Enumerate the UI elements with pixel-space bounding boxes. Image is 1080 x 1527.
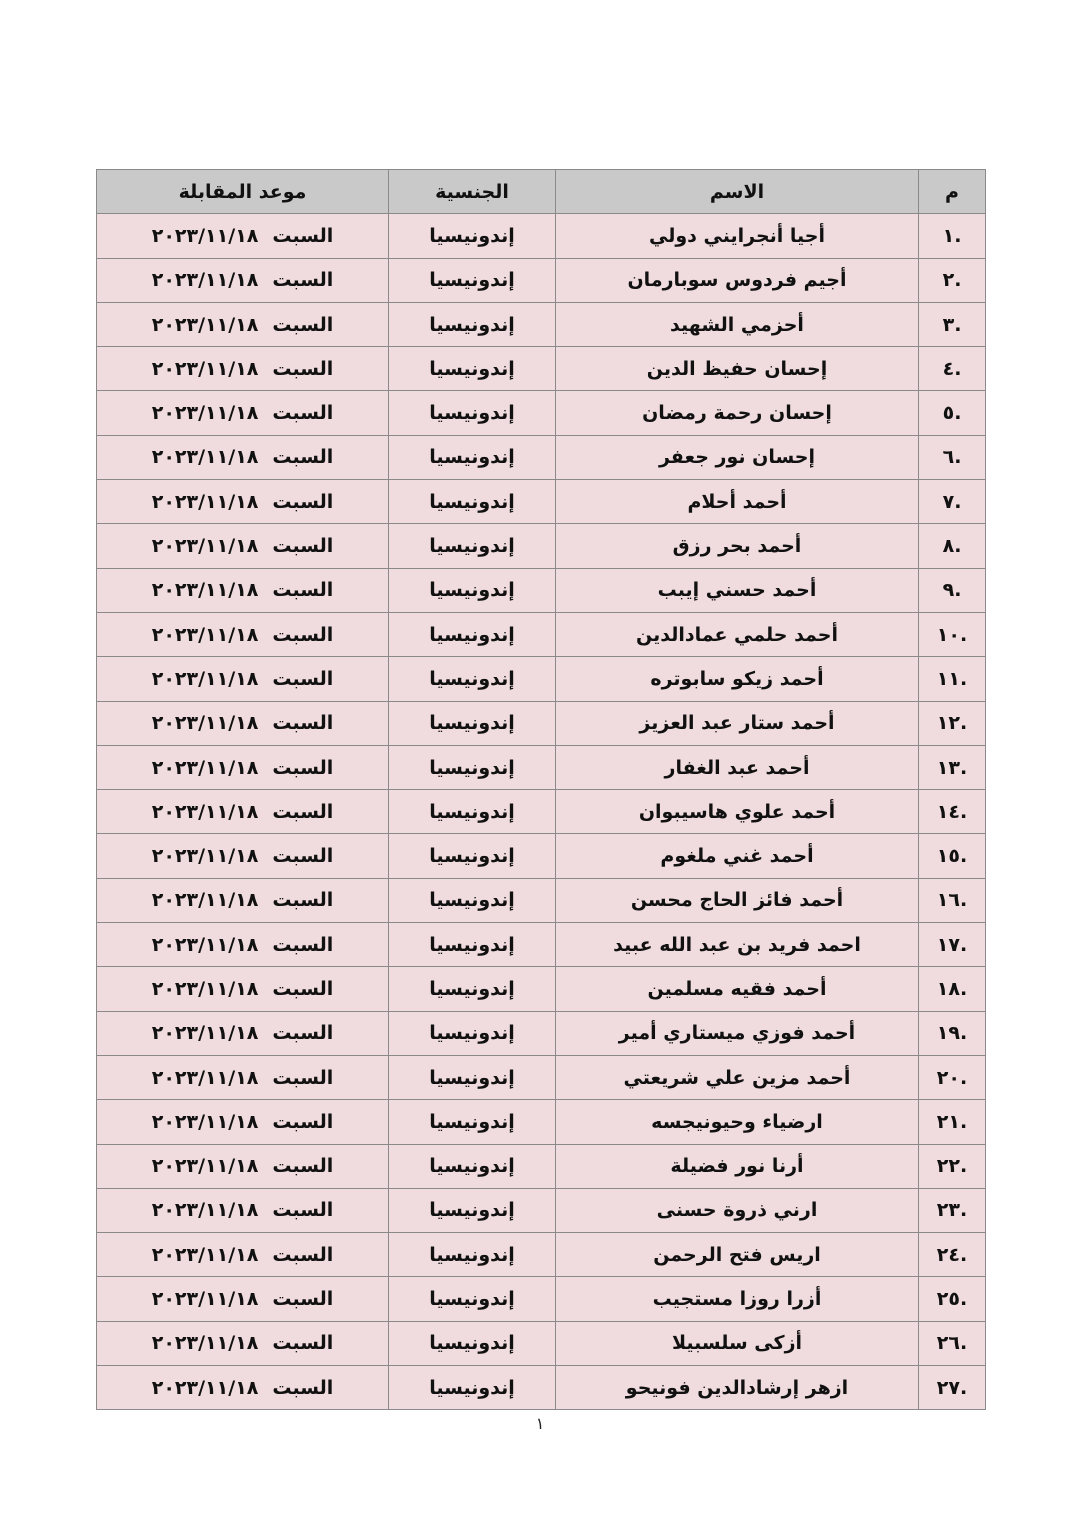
row-number: .٢١ — [919, 1100, 986, 1144]
applicant-name: أزرا روزا مستجيب — [556, 1277, 919, 1321]
interview-date: ٢٠٢٣/١١/١٨ — [151, 667, 259, 690]
table-row — [97, 1366, 986, 1410]
interview-date: ٢٠٢٣/١١/١٨ — [151, 1066, 259, 1089]
row-number: .٦ — [919, 435, 986, 479]
nationality: إندونيسيا — [389, 1011, 556, 1055]
interview-date-cell — [97, 347, 389, 391]
applicant-name: اريس فتح الرحمن — [556, 1233, 919, 1277]
nationality: إندونيسيا — [389, 1100, 556, 1144]
row-number: .٢٤ — [919, 1233, 986, 1277]
row-number: .١٦ — [919, 878, 986, 922]
interview-date: ٢٠٢٣/١١/١٨ — [151, 800, 259, 823]
row-number: .١٨ — [919, 967, 986, 1011]
interview-date: ٢٠٢٣/١١/١٨ — [151, 712, 259, 735]
nationality: إندونيسيا — [389, 347, 556, 391]
applicant-name: أحمد أحلام — [556, 480, 919, 524]
interview-day: السبت — [272, 446, 334, 469]
interview-date-cell — [97, 214, 389, 258]
interview-date: ٢٠٢٣/١١/١٨ — [151, 1022, 259, 1045]
interview-date: ٢٠٢٣/١١/١٨ — [151, 224, 259, 247]
applicant-name: إحسان رحمة رمضان — [556, 391, 919, 435]
table-row — [97, 568, 986, 612]
applicant-name: أحمد فائز الحاج محسن — [556, 878, 919, 922]
interview-date-cell — [97, 480, 389, 524]
interview-day: السبت — [272, 1110, 334, 1133]
interview-date-cell — [97, 657, 389, 701]
interview-date: ٢٠٢٣/١١/١٨ — [151, 535, 259, 558]
row-number: .١ — [919, 214, 986, 258]
interview-date: ٢٠٢٣/١١/١٨ — [151, 756, 259, 779]
table-row — [97, 1144, 986, 1188]
row-number: .١٧ — [919, 923, 986, 967]
interview-day: السبت — [272, 1332, 334, 1355]
header-number: م — [919, 170, 986, 214]
interview-date-cell — [97, 745, 389, 789]
table-row — [97, 701, 986, 745]
row-number: .١١ — [919, 657, 986, 701]
applicant-name: أحزمي الشهيد — [556, 302, 919, 346]
nationality: إندونيسيا — [389, 480, 556, 524]
nationality: إندونيسيا — [389, 657, 556, 701]
interview-date-cell — [97, 568, 389, 612]
interview-day: السبت — [272, 623, 334, 646]
nationality: إندونيسيا — [389, 214, 556, 258]
interview-date-cell — [97, 612, 389, 656]
nationality: إندونيسيا — [389, 435, 556, 479]
applicant-name: أحمد غني ملغوم — [556, 834, 919, 878]
table-row — [97, 1233, 986, 1277]
interview-date-cell — [97, 1366, 389, 1410]
nationality: إندونيسيا — [389, 302, 556, 346]
row-number: .٩ — [919, 568, 986, 612]
nationality: إندونيسيا — [389, 1233, 556, 1277]
interview-date-cell — [97, 923, 389, 967]
row-number: .١٥ — [919, 834, 986, 878]
row-number: .٢٣ — [919, 1188, 986, 1232]
table-row — [97, 878, 986, 922]
interview-day: السبت — [272, 224, 334, 247]
interview-date: ٢٠٢٣/١١/١٨ — [151, 313, 259, 336]
interview-date-cell — [97, 1144, 389, 1188]
table-row — [97, 1277, 986, 1321]
nationality: إندونيسيا — [389, 612, 556, 656]
table-row — [97, 1321, 986, 1365]
interview-date: ٢٠٢٣/١١/١٨ — [151, 446, 259, 469]
interview-day: السبت — [272, 667, 334, 690]
row-number: .١٢ — [919, 701, 986, 745]
table-row — [97, 214, 986, 258]
applicant-name: أحمد بحر رزق — [556, 524, 919, 568]
table-row — [97, 480, 986, 524]
applicant-name: أحمد علوي هاسيبوان — [556, 790, 919, 834]
applicant-name: أحمد ستار عبد العزيز — [556, 701, 919, 745]
interview-day: السبت — [272, 756, 334, 779]
nationality: إندونيسيا — [389, 568, 556, 612]
applicant-name: أجيا أنجرايني دولي — [556, 214, 919, 258]
table-row — [97, 1188, 986, 1232]
applicant-name: إحسان نور جعفر — [556, 435, 919, 479]
applicant-name: أزكى سلسبيلا — [556, 1321, 919, 1365]
interview-date: ٢٠٢٣/١١/١٨ — [151, 933, 259, 956]
table-row — [97, 1055, 986, 1099]
table-body — [97, 214, 986, 1410]
applicant-name: احمد فريد بن عبد الله عبيد — [556, 923, 919, 967]
row-number: .١٤ — [919, 790, 986, 834]
row-number: .٧ — [919, 480, 986, 524]
interview-date-cell — [97, 1188, 389, 1232]
row-number: .٢٠ — [919, 1055, 986, 1099]
interview-day: السبت — [272, 535, 334, 558]
interview-date-cell — [97, 524, 389, 568]
nationality: إندونيسيا — [389, 391, 556, 435]
table-row — [97, 302, 986, 346]
table-row — [97, 923, 986, 967]
interview-day: السبت — [272, 490, 334, 513]
row-number: .١٣ — [919, 745, 986, 789]
table-row — [97, 790, 986, 834]
table-row — [97, 612, 986, 656]
interview-date: ٢٠٢٣/١١/١٨ — [151, 269, 259, 292]
header-interview-date: موعد المقابلة — [97, 170, 389, 214]
interview-day: السبت — [272, 402, 334, 425]
interview-date: ٢٠٢٣/١١/١٨ — [151, 1332, 259, 1355]
interview-date: ٢٠٢٣/١١/١٨ — [151, 1110, 259, 1133]
applicant-name: ارضياء وحيونيجسه — [556, 1100, 919, 1144]
table-row — [97, 1100, 986, 1144]
row-number: .٥ — [919, 391, 986, 435]
nationality: إندونيسيا — [389, 701, 556, 745]
interview-date-cell — [97, 302, 389, 346]
nationality: إندونيسيا — [389, 967, 556, 1011]
interview-day: السبت — [272, 977, 334, 1000]
nationality: إندونيسيا — [389, 790, 556, 834]
header-nationality: الجنسية — [389, 170, 556, 214]
interview-date-cell — [97, 435, 389, 479]
row-number: .٢٢ — [919, 1144, 986, 1188]
interview-date: ٢٠٢٣/١١/١٨ — [151, 623, 259, 646]
applicant-name: أحمد فوزي ميستاري أمير — [556, 1011, 919, 1055]
interview-day: السبت — [272, 579, 334, 602]
applicant-name: أرنا نور فضيلة — [556, 1144, 919, 1188]
interview-date-cell — [97, 258, 389, 302]
applicant-name: إحسان حفيظ الدين — [556, 347, 919, 391]
row-number: .٤ — [919, 347, 986, 391]
interview-schedule-table — [96, 169, 986, 1410]
interview-date: ٢٠٢٣/١١/١٨ — [151, 402, 259, 425]
table-row — [97, 391, 986, 435]
interview-date: ٢٠٢٣/١١/١٨ — [151, 1376, 259, 1399]
interview-date-cell — [97, 1277, 389, 1321]
interview-date-cell — [97, 1233, 389, 1277]
nationality: إندونيسيا — [389, 923, 556, 967]
applicant-name: ازهر إرشادالدين فونيحو — [556, 1366, 919, 1410]
nationality: إندونيسيا — [389, 1321, 556, 1365]
nationality: إندونيسيا — [389, 878, 556, 922]
interview-date-cell — [97, 967, 389, 1011]
applicant-name: أحمد مزين علي شريعتي — [556, 1055, 919, 1099]
interview-day: السبت — [272, 1066, 334, 1089]
table-row — [97, 435, 986, 479]
row-number: .٢٦ — [919, 1321, 986, 1365]
interview-date-cell — [97, 1321, 389, 1365]
table-row — [97, 834, 986, 878]
interview-date-cell — [97, 1055, 389, 1099]
nationality: إندونيسيا — [389, 834, 556, 878]
table-row — [97, 967, 986, 1011]
interview-day: السبت — [272, 1155, 334, 1178]
nationality: إندونيسيا — [389, 1366, 556, 1410]
applicant-name: أحمد حسني إيبب — [556, 568, 919, 612]
interview-date: ٢٠٢٣/١١/١٨ — [151, 1288, 259, 1311]
nationality: إندونيسيا — [389, 1055, 556, 1099]
interview-date: ٢٠٢٣/١١/١٨ — [151, 579, 259, 602]
interview-date-cell — [97, 701, 389, 745]
row-number: .٢٧ — [919, 1366, 986, 1410]
interview-date-cell — [97, 878, 389, 922]
interview-day: السبت — [272, 1288, 334, 1311]
interview-date-cell — [97, 1100, 389, 1144]
interview-day: السبت — [272, 800, 334, 823]
row-number: .١٩ — [919, 1011, 986, 1055]
table-header — [97, 170, 986, 214]
interview-day: السبت — [272, 1022, 334, 1045]
nationality: إندونيسيا — [389, 258, 556, 302]
interview-day: السبت — [272, 1199, 334, 1222]
interview-date: ٢٠٢٣/١١/١٨ — [151, 357, 259, 380]
interview-date: ٢٠٢٣/١١/١٨ — [151, 977, 259, 1000]
interview-day: السبت — [272, 889, 334, 912]
interview-date-cell — [97, 1011, 389, 1055]
interview-date: ٢٠٢٣/١١/١٨ — [151, 1243, 259, 1266]
header-row — [97, 170, 986, 214]
table-row — [97, 1011, 986, 1055]
applicant-name: أحمد عبد الغفار — [556, 745, 919, 789]
interview-date: ٢٠٢٣/١١/١٨ — [151, 490, 259, 513]
row-number: .١٠ — [919, 612, 986, 656]
table-row — [97, 657, 986, 701]
interview-date: ٢٠٢٣/١١/١٨ — [151, 1155, 259, 1178]
interview-date-cell — [97, 834, 389, 878]
interview-date: ٢٠٢٣/١١/١٨ — [151, 889, 259, 912]
interview-day: السبت — [272, 712, 334, 735]
page-number: ١ — [535, 1414, 545, 1433]
interview-day: السبت — [272, 269, 334, 292]
interview-date: ٢٠٢٣/١١/١٨ — [151, 845, 259, 868]
interview-day: السبت — [272, 933, 334, 956]
table-row — [97, 258, 986, 302]
table-row — [97, 745, 986, 789]
nationality: إندونيسيا — [389, 1277, 556, 1321]
row-number: .٨ — [919, 524, 986, 568]
applicant-name: ارني ذروة حسنى — [556, 1188, 919, 1232]
interview-day: السبت — [272, 845, 334, 868]
row-number: .٣ — [919, 302, 986, 346]
interview-date: ٢٠٢٣/١١/١٨ — [151, 1199, 259, 1222]
applicant-name: أحمد زيكو سابوتره — [556, 657, 919, 701]
row-number: .٢٥ — [919, 1277, 986, 1321]
table-row — [97, 347, 986, 391]
header-name: الاسم — [556, 170, 919, 214]
interview-day: السبت — [272, 1376, 334, 1399]
nationality: إندونيسيا — [389, 524, 556, 568]
applicant-name: أجيم فردوس سوبارمان — [556, 258, 919, 302]
row-number: .٢ — [919, 258, 986, 302]
nationality: إندونيسيا — [389, 1144, 556, 1188]
nationality: إندونيسيا — [389, 1188, 556, 1232]
interview-day: السبت — [272, 357, 334, 380]
interview-day: السبت — [272, 1243, 334, 1266]
nationality: إندونيسيا — [389, 745, 556, 789]
interview-day: السبت — [272, 313, 334, 336]
interview-date-cell — [97, 391, 389, 435]
applicant-name: أحمد حلمي عمادالدين — [556, 612, 919, 656]
table-row — [97, 524, 986, 568]
applicant-name: أحمد فقيه مسلمين — [556, 967, 919, 1011]
interview-date-cell — [97, 790, 389, 834]
